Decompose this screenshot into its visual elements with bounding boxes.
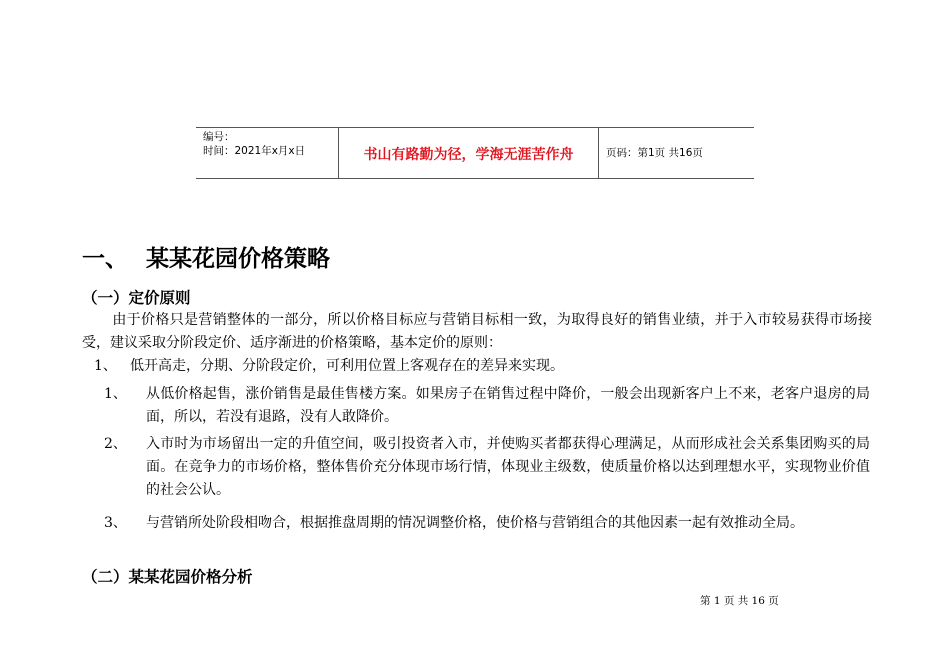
subpoint-2 xyxy=(104,433,870,502)
subpoint-3-number: 3、 xyxy=(104,515,127,531)
page-footer: 第 1 页 共 16 页 xyxy=(700,595,779,607)
section-title-text: 某某花园价格策略 xyxy=(146,246,330,272)
subsection-heading-pricing-principles: （一）定价原则 xyxy=(82,289,191,307)
motto-text: 书山有路勤为径，学海无涯苦作舟 xyxy=(363,147,574,163)
intro-paragraph xyxy=(82,309,872,355)
header-motto-cell xyxy=(339,128,599,178)
point-1-text: 低开高走，分期、分阶段定价，可利用位置上客观存在的差异来实现。 xyxy=(130,358,564,374)
subpoint-1-text: 从低价格起售，涨价销售是最佳售楼方案。如果房子在销售过程中降价，一般会出现新客户上不来，老客户退房的局面，所以，若没有退路，没有人敢降价。 xyxy=(146,386,870,425)
point-1-number: 1、 xyxy=(94,358,117,374)
subpoint-1 xyxy=(104,383,870,429)
section-title xyxy=(82,240,330,273)
subpoint-1-number: 1、 xyxy=(104,386,127,402)
subsection-heading-price-analysis: （二）某某花园价格分析 xyxy=(82,568,253,586)
subpoint-3-text: 与营销所处阶段相吻合，根据推盘周期的情况调整价格，使价格与营销组合的其他因素一起有效推动全局。 xyxy=(146,515,804,531)
subpoint-2-number: 2、 xyxy=(104,436,127,452)
section-title-number: 一、 xyxy=(82,246,128,272)
page-label: 页码：第1页 共16页 xyxy=(606,147,703,159)
subpoint-3 xyxy=(104,512,870,558)
time-label: 时间：2021年x月x日 xyxy=(203,145,306,157)
header-table xyxy=(196,127,754,179)
header-info-cell xyxy=(196,128,339,178)
number-label: 编号： xyxy=(203,131,235,143)
subpoint-2-text: 入市时为市场留出一定的升值空间，吸引投资者入市，并使购买者都获得心理满足，从而形成社会关系集团购买的局面。在竞争力的市场价格，整体售价充分体现市场行情，体现业主级数，使质量价格以达到理想水平，实现物业价值的社会公认。 xyxy=(146,436,870,498)
intro-paragraph-text: 由于价格只是营销整体的一部分，所以价格目标应与营销目标相一致，为取得良好的销售业绩，并于入市较易获得市场接受，建议采取分阶段定价、适序渐进的价格策略，基本定价的原则： xyxy=(82,312,872,351)
point-1 xyxy=(94,355,854,378)
header-page-cell xyxy=(599,128,754,178)
